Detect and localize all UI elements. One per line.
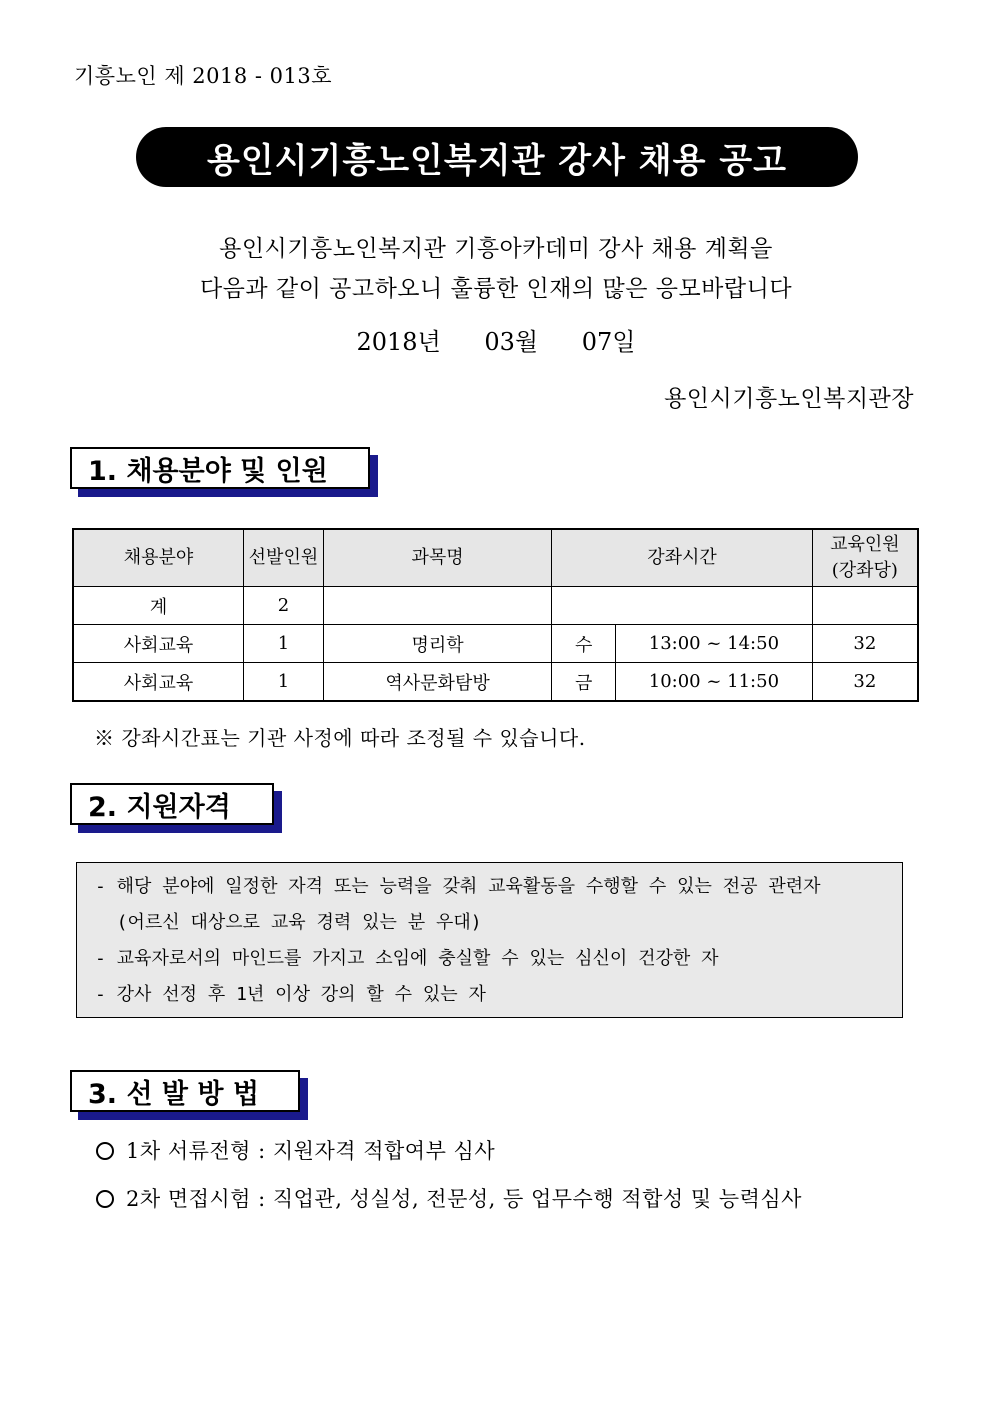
- section-3-heading: 3. 선 발 방 법: [70, 1070, 300, 1112]
- header-count: 선발인원: [244, 529, 324, 587]
- section-2-heading: 2. 지원자격: [70, 783, 274, 825]
- announcement-date: [0, 322, 992, 357]
- row-count: 1: [244, 625, 324, 663]
- circle-bullet-icon: [96, 1190, 114, 1208]
- row-time: 10:00 ~ 11:50: [616, 663, 813, 702]
- section-1-heading: 1. 채용분야 및 인원: [70, 447, 370, 489]
- issuer: 용인시기흥노인복지관장: [664, 386, 914, 412]
- header-capacity-line1: 교육인원: [830, 534, 900, 555]
- title-banner: [136, 127, 858, 187]
- qualification-line: (어르신 대상으로 교육 경력 있는 분 우대): [95, 912, 482, 933]
- page-title: 용인시기흥노인복지관 강사 채용 공고: [206, 140, 787, 181]
- row-capacity: 32: [812, 663, 918, 702]
- qualification-line: - 교육자로서의 마인드를 가지고 소임에 충실할 수 있는 심신이 건강한 자: [95, 948, 719, 969]
- row-field: 사회교육: [73, 663, 244, 702]
- table-row: [73, 625, 918, 663]
- date-day: 07일: [581, 328, 636, 356]
- row-subject: 역사문화탐방: [323, 663, 551, 702]
- schedule-note: ※ 강좌시간표는 기관 사정에 따라 조정될 수 있습니다.: [94, 726, 586, 750]
- document-number: 기흥노인 제 2018 - 013호: [74, 64, 333, 88]
- row-capacity: 32: [812, 625, 918, 663]
- recruitment-table: [72, 528, 919, 702]
- intro-line-1: 용인시기흥노인복지관 기흥아카데미 강사 채용 계획을: [219, 236, 773, 262]
- table-row: [73, 663, 918, 702]
- row-time: 13:00 ~ 14:50: [616, 625, 813, 663]
- header-field: 채용분야: [73, 529, 244, 587]
- circle-bullet-icon: [96, 1142, 114, 1160]
- header-subject: 과목명: [323, 529, 551, 587]
- row-count: 1: [244, 663, 324, 702]
- qualification-line: - 해당 분야에 일정한 자격 또는 능력을 갖춰 교육활동을 수행할 수 있는 전공 관련자: [95, 876, 821, 897]
- total-label: 계: [73, 587, 244, 625]
- header-time: 강좌시간: [552, 529, 812, 587]
- intro-line-2: 다음과 같이 공고하오니 훌륭한 인재의 많은 응모바랍니다: [199, 276, 793, 302]
- selection-step: [96, 1183, 802, 1213]
- total-count: 2: [244, 587, 324, 625]
- total-empty-capacity: [812, 587, 918, 625]
- selection-step-text: 2차 면접시험 : 직업관, 성실성, 전문성, 등 업무수행 적합성 및 능력심사: [126, 1187, 802, 1211]
- header-capacity: [812, 529, 918, 587]
- row-subject: 명리학: [323, 625, 551, 663]
- qualification-line: - 강사 선정 후 1년 이상 강의 할 수 있는 자: [95, 984, 486, 1005]
- total-empty-time: [552, 587, 812, 625]
- table-total-row: [73, 587, 918, 625]
- header-capacity-line2: (강좌당): [831, 560, 898, 581]
- selection-step-text: 1차 서류전형 : 지원자격 적합여부 심사: [126, 1139, 496, 1163]
- table-header-row: [73, 529, 918, 587]
- row-day: 수: [552, 625, 616, 663]
- qualifications-box: [76, 862, 903, 1018]
- row-field: 사회교육: [73, 625, 244, 663]
- total-empty-subject: [323, 587, 551, 625]
- date-month: 03월: [484, 328, 539, 356]
- row-day: 금: [552, 663, 616, 702]
- selection-step: [96, 1135, 495, 1165]
- date-year: 2018년: [356, 328, 441, 356]
